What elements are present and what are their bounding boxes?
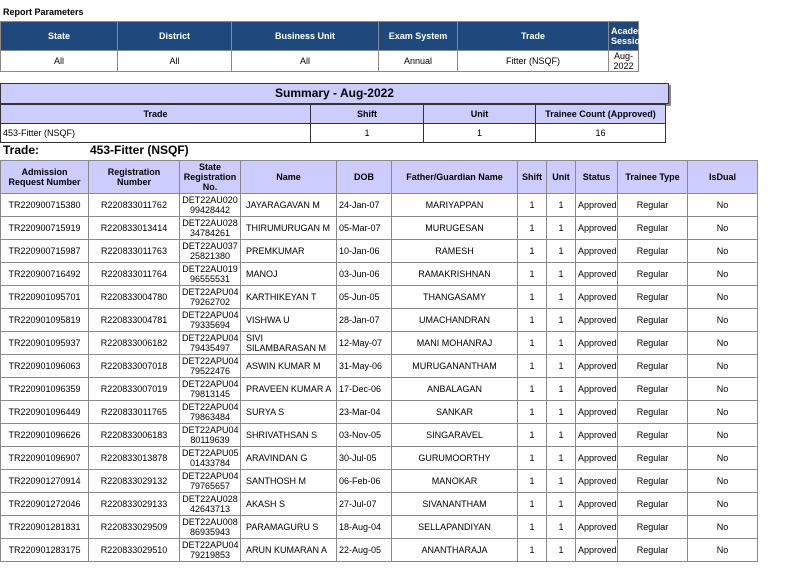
- cell-shift: 1: [518, 217, 547, 240]
- cell-dob: 28-Jan-07: [337, 309, 392, 332]
- cell-name: SHRIVATHSAN S: [241, 424, 337, 447]
- cell-registration-number: R220833007019: [89, 378, 180, 401]
- cell-state-registration-no: DET22APU04 80119639: [180, 424, 241, 447]
- cell-dob: 17-Dec-06: [337, 378, 392, 401]
- cell-name: PRAVEEN KUMAR A: [241, 378, 337, 401]
- cell-unit: 1: [547, 424, 576, 447]
- cell-admission-request-number: TR220901096449: [1, 401, 89, 424]
- cell-name: SANTHOSH M: [241, 470, 337, 493]
- cell-state-registration-no: DET22APU04 79335694: [180, 309, 241, 332]
- cell-unit: 1: [547, 516, 576, 539]
- cell-admission-request-number: TR220901095819: [1, 309, 89, 332]
- cell-shift: 1: [518, 493, 547, 516]
- cell-unit: 1: [547, 401, 576, 424]
- cell-shift: 1: [518, 516, 547, 539]
- cell-dob: 12-May-07: [337, 332, 392, 355]
- cell-unit: 1: [547, 263, 576, 286]
- cell-status: Approved: [576, 332, 618, 355]
- cell-trainee-type: Regular: [618, 309, 688, 332]
- cell-dob: 03-Nov-05: [337, 424, 392, 447]
- cell-unit: 1: [547, 332, 576, 355]
- column-header-unit: Unit: [547, 161, 576, 194]
- table-row: [1, 263, 758, 286]
- cell-father-guardian-name: MURUGESAN: [392, 217, 518, 240]
- cell-shift: 1: [518, 263, 547, 286]
- param-header-state: State: [1, 22, 118, 51]
- cell-trainee-type: Regular: [618, 355, 688, 378]
- cell-status: Approved: [576, 401, 618, 424]
- cell-dob: 03-Jun-06: [337, 263, 392, 286]
- cell-admission-request-number: TR220901095701: [1, 286, 89, 309]
- cell-state-registration-no: DET22APU04 79219853: [180, 539, 241, 562]
- column-header-registration-number: Registration Number: [89, 161, 180, 194]
- cell-registration-number: R220833004781: [89, 309, 180, 332]
- param-value-district: All: [118, 51, 232, 72]
- cell-isdual: No: [688, 447, 758, 470]
- cell-trainee-type: Regular: [618, 194, 688, 217]
- cell-unit: 1: [547, 447, 576, 470]
- summary-header-trainee-count-approved: Trainee Count (Approved): [536, 105, 666, 124]
- table-row: [1, 355, 758, 378]
- cell-shift: 1: [518, 286, 547, 309]
- cell-name: ARUN KUMARAN A: [241, 539, 337, 562]
- cell-isdual: No: [688, 286, 758, 309]
- cell-unit: 1: [547, 539, 576, 562]
- cell-dob: 05-Mar-07: [337, 217, 392, 240]
- cell-shift: 1: [518, 539, 547, 562]
- summary-table: [0, 104, 666, 143]
- cell-dob: 24-Jan-07: [337, 194, 392, 217]
- param-header-trade: Trade: [458, 22, 609, 51]
- param-value-exam-system: Annual: [379, 51, 458, 72]
- table-row: [1, 378, 758, 401]
- cell-state-registration-no: DET22APU04 79435497: [180, 332, 241, 355]
- cell-trainee-type: Regular: [618, 332, 688, 355]
- cell-trainee-type: Regular: [618, 401, 688, 424]
- cell-name: SURYA S: [241, 401, 337, 424]
- summary-cell-trainee-count-approved: 16: [536, 124, 666, 143]
- cell-state-registration-no: DET22AU008 86935943: [180, 516, 241, 539]
- table-row: [1, 470, 758, 493]
- cell-father-guardian-name: UMACHANDRAN: [392, 309, 518, 332]
- trainee-table: [0, 160, 758, 562]
- cell-shift: 1: [518, 378, 547, 401]
- cell-father-guardian-name: GURUMOORTHY: [392, 447, 518, 470]
- cell-status: Approved: [576, 309, 618, 332]
- cell-name: VISHWA U: [241, 309, 337, 332]
- cell-shift: 1: [518, 309, 547, 332]
- cell-admission-request-number: TR220900715380: [1, 194, 89, 217]
- cell-father-guardian-name: THANGASAMY: [392, 286, 518, 309]
- table-row: [1, 332, 758, 355]
- cell-name: ARAVINDAN G: [241, 447, 337, 470]
- cell-unit: 1: [547, 355, 576, 378]
- cell-state-registration-no: DET22APU04 79522476: [180, 355, 241, 378]
- cell-state-registration-no: DET22AU028 42643713: [180, 493, 241, 516]
- cell-isdual: No: [688, 401, 758, 424]
- cell-father-guardian-name: SANKAR: [392, 401, 518, 424]
- column-header-state-registration-no: State Registration No.: [180, 161, 241, 194]
- cell-father-guardian-name: SINGARAVEL: [392, 424, 518, 447]
- summary-title: Summary - Aug-2022: [0, 83, 669, 104]
- cell-father-guardian-name: MARIYAPPAN: [392, 194, 518, 217]
- cell-dob: 23-Mar-04: [337, 401, 392, 424]
- cell-registration-number: R220833029132: [89, 470, 180, 493]
- cell-trainee-type: Regular: [618, 470, 688, 493]
- cell-registration-number: R220833029133: [89, 493, 180, 516]
- cell-unit: 1: [547, 286, 576, 309]
- cell-admission-request-number: TR220900715987: [1, 240, 89, 263]
- param-value-trade: Fitter (NSQF): [458, 51, 609, 72]
- cell-state-registration-no: DET22AU028 34784261: [180, 217, 241, 240]
- cell-state-registration-no: DET22APU04 79863484: [180, 401, 241, 424]
- column-header-isdual: IsDual: [688, 161, 758, 194]
- cell-registration-number: R220833006183: [89, 424, 180, 447]
- table-row: [1, 401, 758, 424]
- cell-admission-request-number: TR220901096907: [1, 447, 89, 470]
- cell-admission-request-number: TR220901270914: [1, 470, 89, 493]
- cell-father-guardian-name: RAMAKRISHNAN: [392, 263, 518, 286]
- cell-name: SIVI SILAMBARASAN M: [241, 332, 337, 355]
- cell-trainee-type: Regular: [618, 263, 688, 286]
- cell-status: Approved: [576, 194, 618, 217]
- table-row: [1, 516, 758, 539]
- column-header-trainee-type: Trainee Type: [618, 161, 688, 194]
- summary-cell-trade: 453-Fitter (NSQF): [1, 124, 311, 143]
- cell-shift: 1: [518, 470, 547, 493]
- table-row: [1, 286, 758, 309]
- cell-status: Approved: [576, 516, 618, 539]
- cell-trainee-type: Regular: [618, 516, 688, 539]
- cell-isdual: No: [688, 194, 758, 217]
- cell-father-guardian-name: ANANTHARAJA: [392, 539, 518, 562]
- cell-status: Approved: [576, 470, 618, 493]
- trade-value: 453-Fitter (NSQF): [90, 143, 189, 157]
- cell-isdual: No: [688, 332, 758, 355]
- cell-registration-number: R220833006182: [89, 332, 180, 355]
- cell-trainee-type: Regular: [618, 539, 688, 562]
- cell-name: PARAMAGURU S: [241, 516, 337, 539]
- cell-registration-number: R220833013878: [89, 447, 180, 470]
- table-row: [1, 493, 758, 516]
- cell-state-registration-no: DET22APU05 01433784: [180, 447, 241, 470]
- cell-status: Approved: [576, 286, 618, 309]
- cell-isdual: No: [688, 355, 758, 378]
- cell-unit: 1: [547, 217, 576, 240]
- cell-dob: 18-Aug-04: [337, 516, 392, 539]
- cell-father-guardian-name: SIVANANTHAM: [392, 493, 518, 516]
- summary-header-unit: Unit: [424, 105, 536, 124]
- table-row: [1, 217, 758, 240]
- cell-dob: 10-Jan-06: [337, 240, 392, 263]
- report-parameters-title: Report Parameters: [3, 7, 84, 17]
- cell-dob: 31-May-06: [337, 355, 392, 378]
- table-row: [1, 539, 758, 562]
- table-row: [1, 309, 758, 332]
- cell-shift: 1: [518, 355, 547, 378]
- table-row: [1, 424, 758, 447]
- cell-status: Approved: [576, 424, 618, 447]
- cell-state-registration-no: DET22AU037 25821380: [180, 240, 241, 263]
- cell-father-guardian-name: ANBALAGAN: [392, 378, 518, 401]
- cell-unit: 1: [547, 240, 576, 263]
- cell-status: Approved: [576, 378, 618, 401]
- cell-unit: 1: [547, 309, 576, 332]
- summary-cell-shift: 1: [311, 124, 424, 143]
- cell-name: MANOJ: [241, 263, 337, 286]
- cell-shift: 1: [518, 332, 547, 355]
- column-header-name: Name: [241, 161, 337, 194]
- cell-registration-number: R220833029509: [89, 516, 180, 539]
- cell-registration-number: R220833007018: [89, 355, 180, 378]
- cell-name: THIRUMURUGAN M: [241, 217, 337, 240]
- cell-unit: 1: [547, 493, 576, 516]
- cell-status: Approved: [576, 240, 618, 263]
- cell-isdual: No: [688, 309, 758, 332]
- cell-father-guardian-name: RAMESH: [392, 240, 518, 263]
- summary-header-shift: Shift: [311, 105, 424, 124]
- cell-isdual: No: [688, 240, 758, 263]
- cell-isdual: No: [688, 378, 758, 401]
- table-row: [1, 240, 758, 263]
- cell-unit: 1: [547, 470, 576, 493]
- cell-isdual: No: [688, 493, 758, 516]
- cell-admission-request-number: TR220901095937: [1, 332, 89, 355]
- cell-dob: 30-Jul-05: [337, 447, 392, 470]
- cell-father-guardian-name: MURUGANANTHAM: [392, 355, 518, 378]
- cell-trainee-type: Regular: [618, 493, 688, 516]
- cell-unit: 1: [547, 378, 576, 401]
- cell-status: Approved: [576, 493, 618, 516]
- cell-dob: 27-Jul-07: [337, 493, 392, 516]
- cell-shift: 1: [518, 194, 547, 217]
- cell-status: Approved: [576, 447, 618, 470]
- table-row: [1, 447, 758, 470]
- cell-trainee-type: Regular: [618, 424, 688, 447]
- cell-name: PREMKUMAR: [241, 240, 337, 263]
- cell-father-guardian-name: MANOKAR: [392, 470, 518, 493]
- cell-status: Approved: [576, 217, 618, 240]
- cell-admission-request-number: TR220901096359: [1, 378, 89, 401]
- trade-label: Trade:: [3, 143, 40, 157]
- column-header-status: Status: [576, 161, 618, 194]
- cell-admission-request-number: TR220900715919: [1, 217, 89, 240]
- param-header-exam-system: Exam System: [379, 22, 458, 51]
- cell-trainee-type: Regular: [618, 286, 688, 309]
- cell-dob: 05-Jun-05: [337, 286, 392, 309]
- cell-shift: 1: [518, 447, 547, 470]
- cell-isdual: No: [688, 516, 758, 539]
- cell-shift: 1: [518, 240, 547, 263]
- cell-registration-number: R220833011764: [89, 263, 180, 286]
- cell-shift: 1: [518, 424, 547, 447]
- param-value-state: All: [1, 51, 118, 72]
- param-header-business-unit: Business Unit: [232, 22, 379, 51]
- cell-registration-number: R220833004780: [89, 286, 180, 309]
- cell-admission-request-number: TR220901272046: [1, 493, 89, 516]
- cell-isdual: No: [688, 217, 758, 240]
- cell-trainee-type: Regular: [618, 378, 688, 401]
- cell-unit: 1: [547, 194, 576, 217]
- table-row: [1, 194, 758, 217]
- param-header-district: District: [118, 22, 232, 51]
- cell-registration-number: R220833011765: [89, 401, 180, 424]
- cell-name: JAYARAGAVAN M: [241, 194, 337, 217]
- cell-state-registration-no: DET22AU020 99428442: [180, 194, 241, 217]
- cell-trainee-type: Regular: [618, 217, 688, 240]
- column-header-father-guardian-name: Father/Guardian Name: [392, 161, 518, 194]
- cell-isdual: No: [688, 539, 758, 562]
- cell-registration-number: R220833011763: [89, 240, 180, 263]
- cell-registration-number: R220833013414: [89, 217, 180, 240]
- cell-state-registration-no: DET22APU04 79765657: [180, 470, 241, 493]
- cell-status: Approved: [576, 263, 618, 286]
- cell-state-registration-no: DET22AU019 96555531: [180, 263, 241, 286]
- summary-cell-unit: 1: [424, 124, 536, 143]
- cell-name: AKASH S: [241, 493, 337, 516]
- param-header-academic-session: Academic Session: [609, 22, 639, 51]
- column-header-admission-request-number: Admission Request Number: [1, 161, 89, 194]
- cell-dob: 22-Aug-05: [337, 539, 392, 562]
- cell-state-registration-no: DET22APU04 79813145: [180, 378, 241, 401]
- cell-isdual: No: [688, 470, 758, 493]
- cell-registration-number: R220833011762: [89, 194, 180, 217]
- cell-father-guardian-name: SELLAPANDIYAN: [392, 516, 518, 539]
- cell-admission-request-number: TR220901283175: [1, 539, 89, 562]
- param-value-academic-session: Aug-2022: [609, 51, 639, 72]
- cell-status: Approved: [576, 355, 618, 378]
- cell-dob: 06-Feb-06: [337, 470, 392, 493]
- cell-state-registration-no: DET22APU04 79262702: [180, 286, 241, 309]
- report-parameters-table: [0, 21, 654, 72]
- cell-trainee-type: Regular: [618, 447, 688, 470]
- cell-isdual: No: [688, 263, 758, 286]
- cell-admission-request-number: TR220901096626: [1, 424, 89, 447]
- cell-registration-number: R220833029510: [89, 539, 180, 562]
- cell-trainee-type: Regular: [618, 240, 688, 263]
- cell-father-guardian-name: MANI MOHANRAJ: [392, 332, 518, 355]
- cell-isdual: No: [688, 424, 758, 447]
- cell-shift: 1: [518, 401, 547, 424]
- column-header-shift: Shift: [518, 161, 547, 194]
- cell-admission-request-number: TR220901281831: [1, 516, 89, 539]
- param-value-business-unit: All: [232, 51, 379, 72]
- cell-name: ASWIN KUMAR M: [241, 355, 337, 378]
- cell-name: KARTHIKEYAN T: [241, 286, 337, 309]
- column-header-dob: DOB: [337, 161, 392, 194]
- cell-admission-request-number: TR220900716492: [1, 263, 89, 286]
- cell-status: Approved: [576, 539, 618, 562]
- cell-admission-request-number: TR220901096063: [1, 355, 89, 378]
- summary-header-trade: Trade: [1, 105, 311, 124]
